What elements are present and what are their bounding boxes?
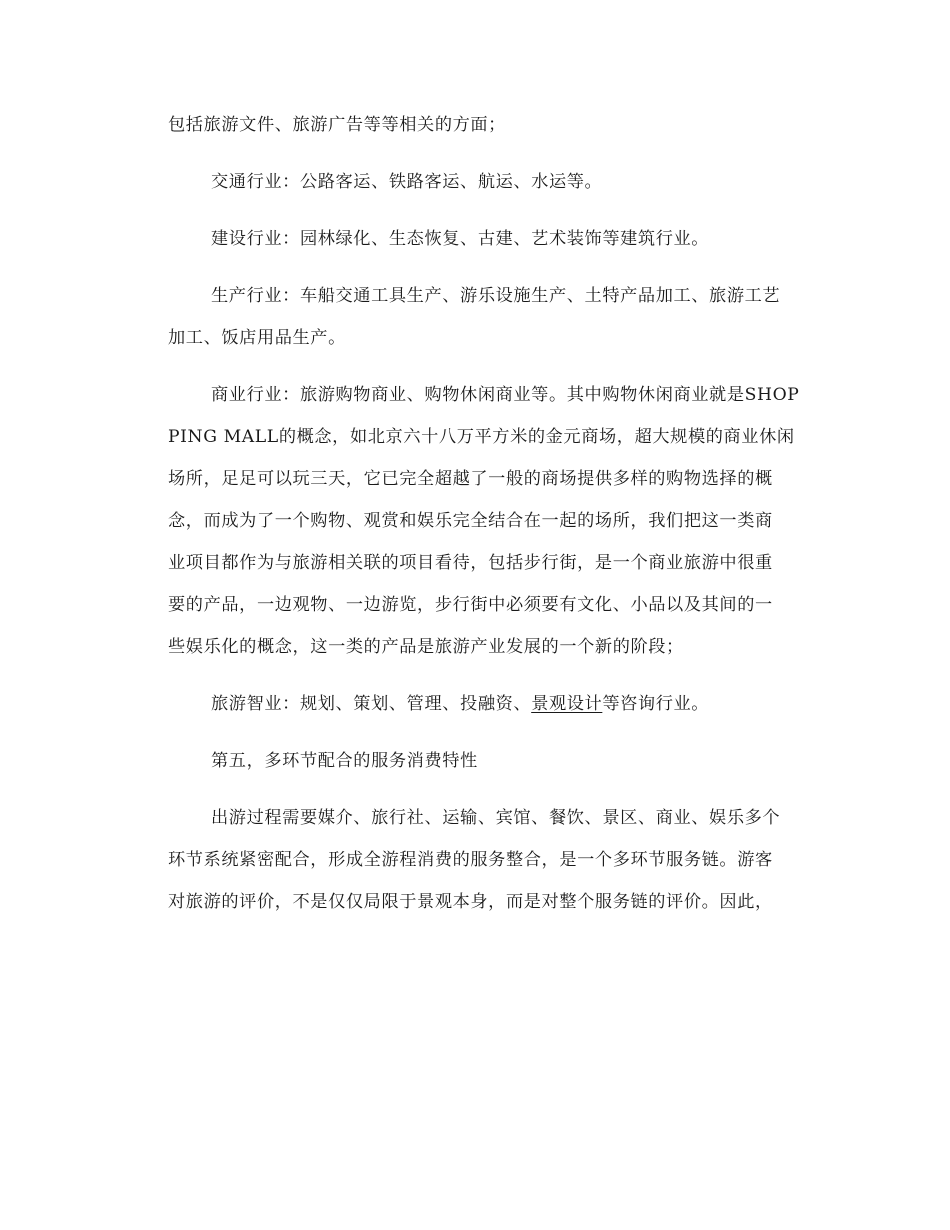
text-line: 出游过程需要媒介、旅行社、运输、宾馆、餐饮、景区、商业、娱乐多个 — [211, 808, 781, 828]
body-text — [168, 111, 818, 916]
text-line: 些娱乐化的概念，这一类的产品是旅游产业发展的一个新的阶段； — [168, 637, 684, 657]
text-line-with-link — [168, 690, 818, 718]
text-line: 加工、饭店用品生产。 — [168, 328, 346, 348]
text-line: 交通行业：公路客运、铁路客运、航运、水运等。 — [211, 172, 603, 192]
text-line: 场所，足足可以玩三天，它已完全超越了一般的商场提供多样的购物选择的概 — [168, 469, 773, 489]
text-line: 念，而成为了一个购物、观赏和娱乐完全结合在一起的场所，我们把这一类商 — [168, 511, 773, 531]
text-line: PING MALL的概念，如北京六十八万平方米的金元商场，超大规模的商业休闲 — [168, 427, 795, 447]
section-heading: 第五，多环节配合的服务消费特性 — [211, 751, 478, 771]
text-line: 包括旅游文件、旅游广告等等相关的方面； — [168, 115, 506, 135]
text-line: 要的产品，一边观物、一边游览，步行街中必须要有文化、小品以及其间的一 — [168, 595, 773, 615]
text-line: 业项目都作为与旅游相关联的项目看待，包括步行街，是一个商业旅游中很重 — [168, 553, 773, 573]
text-line: 生产行业：车船交通工具生产、游乐设施生产、土特产品加工、旅游工艺 — [211, 286, 781, 306]
text-segment: 等咨询行业。 — [602, 694, 710, 714]
text-line: 建设行业：园林绿化、生态恢复、古建、艺术装饰等建筑行业。 — [211, 229, 710, 249]
landscape-design-link[interactable]: 景观设计 — [531, 694, 603, 714]
text-line: 环节系统紧密配合，形成全游程消费的服务整合，是一个多环节服务链。游客 — [168, 850, 773, 870]
text-line: 商业行业：旅游购物商业、购物休闲商业等。其中购物休闲商业就是SHOP — [211, 385, 800, 405]
text-line: 对旅游的评价，不是仅仅局限于景观本身，而是对整个服务链的评价。因此， — [168, 892, 773, 912]
text-segment: 旅游智业：规划、策划、管理、投融资、 — [211, 694, 532, 714]
